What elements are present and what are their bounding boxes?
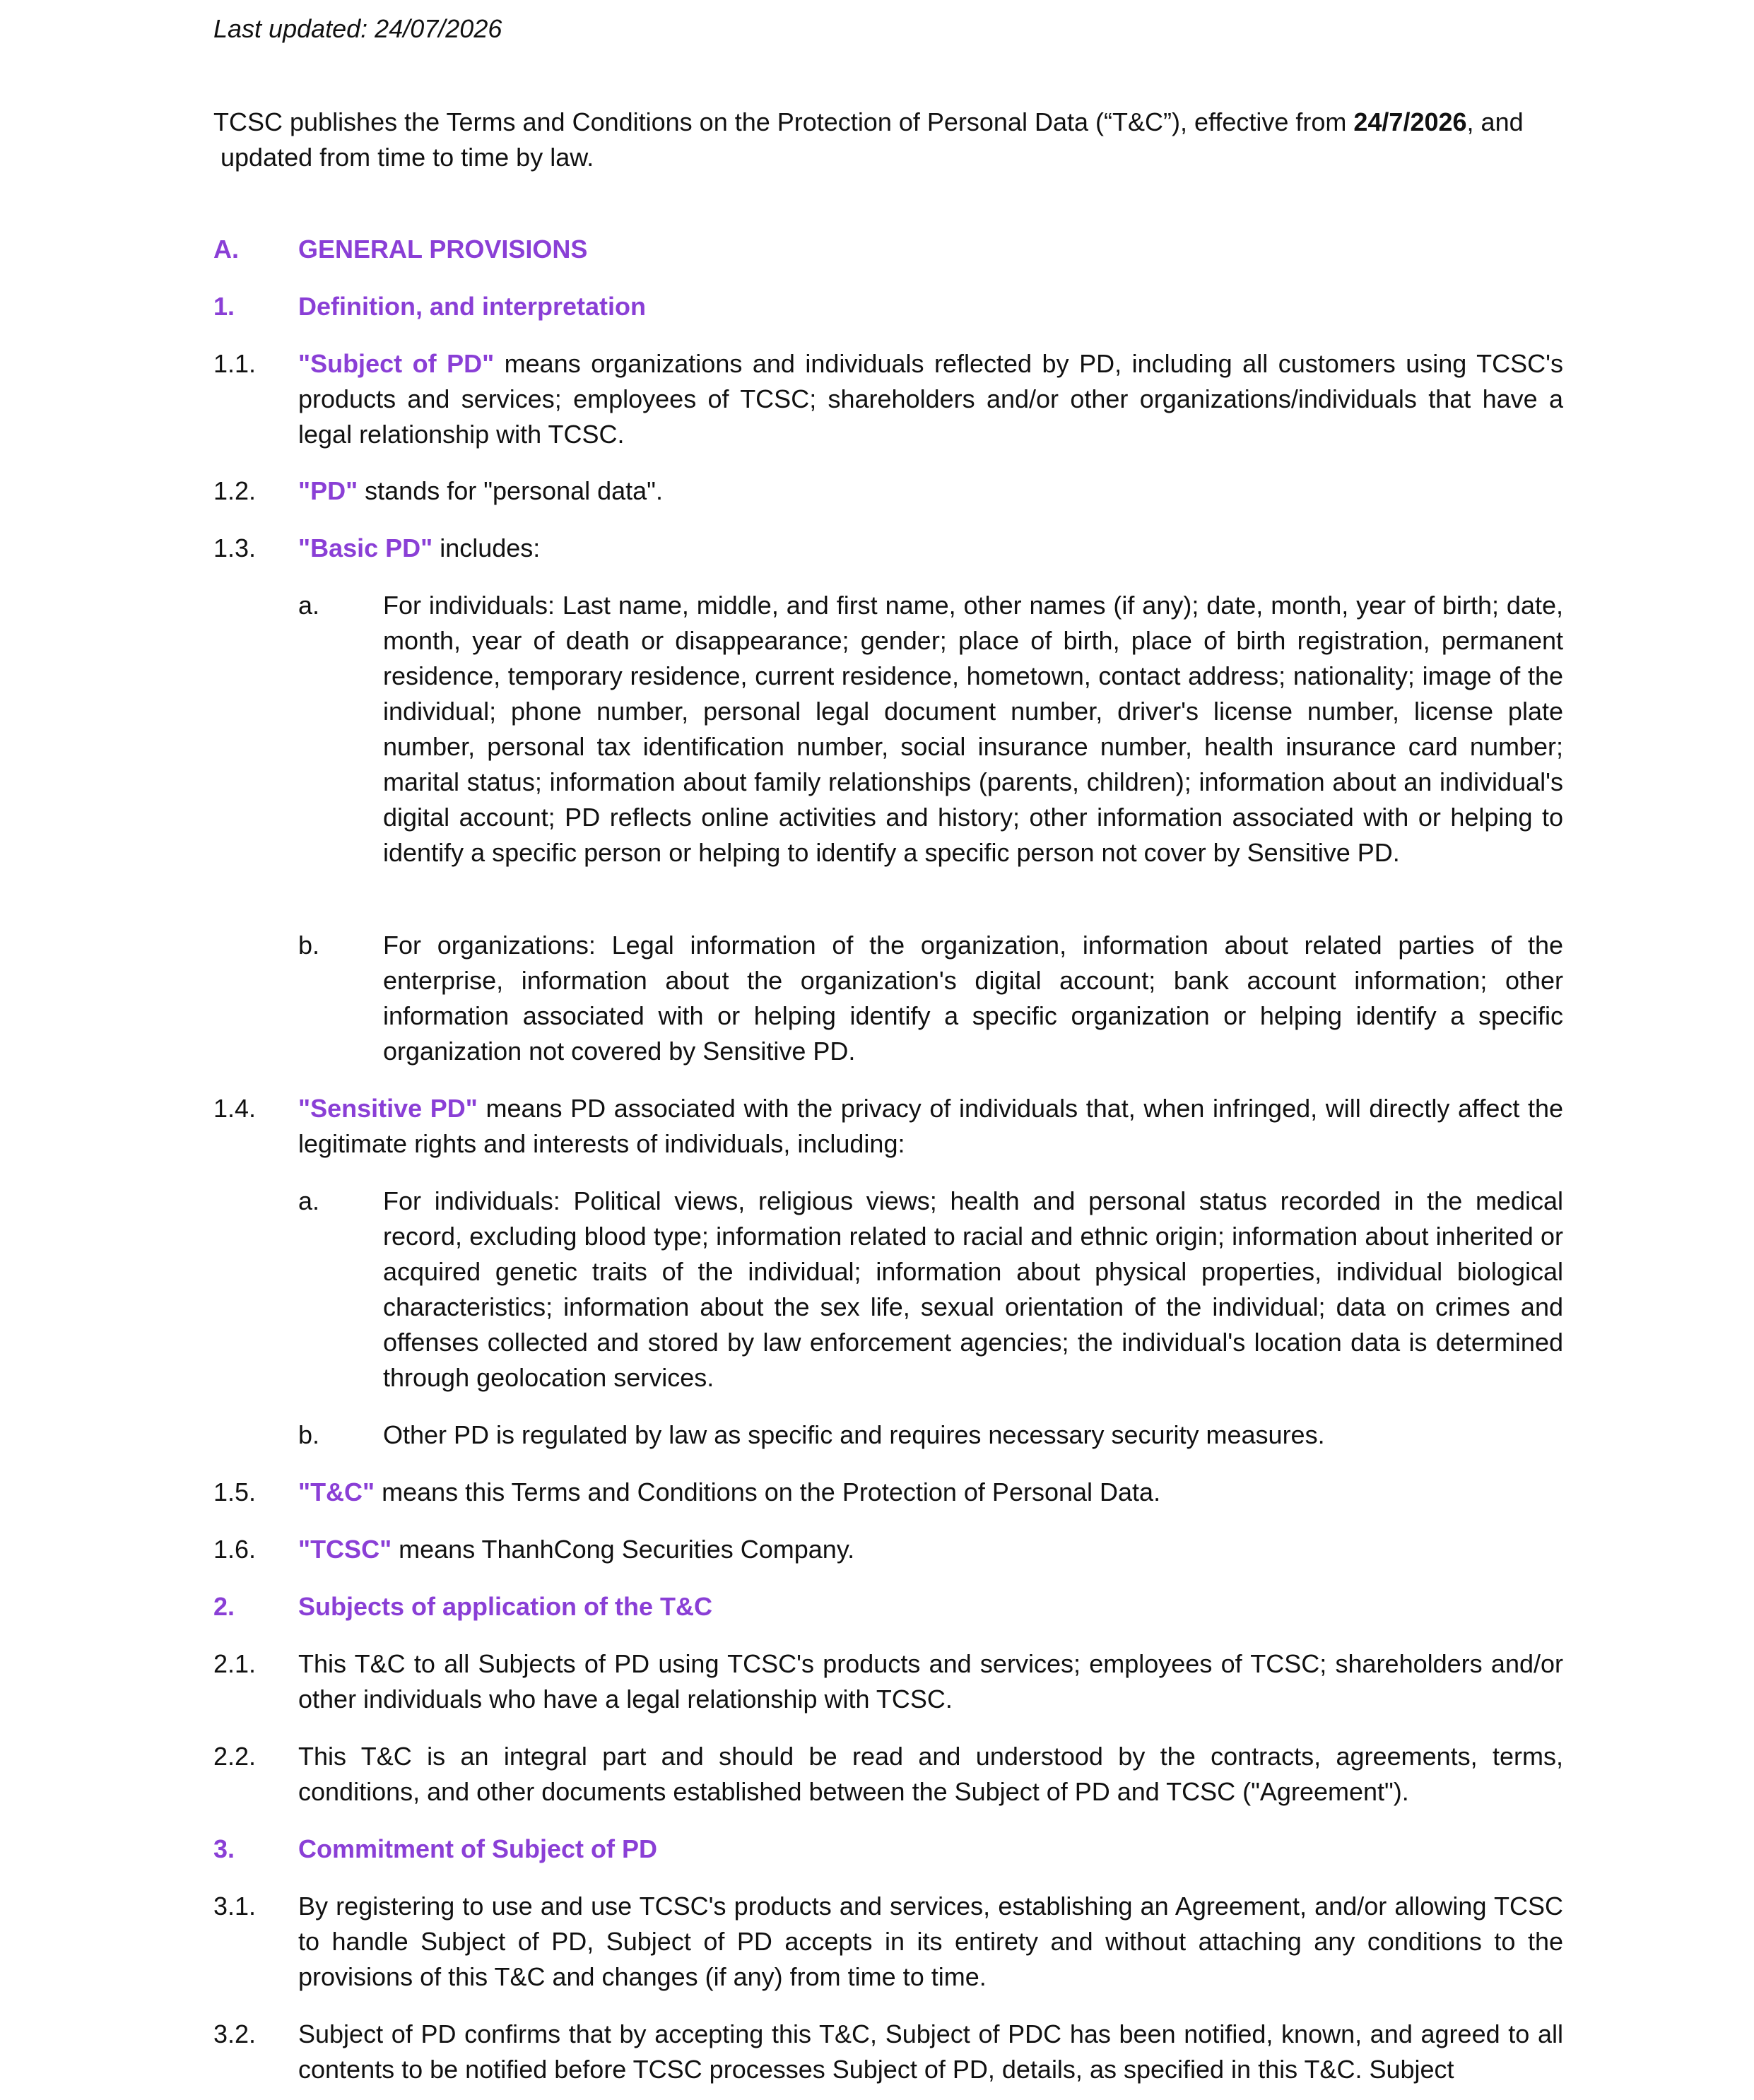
sub-item-text: For individuals: Last name, middle, and first name, other names (if any); date, month, year of birth; date, month, year of death or disappearance; gender; place of birth, place of birth registration, permanent residence, temporary residence, current residence, hometown, contact address; nationality; image of the individual; phone number, personal legal document number, driver's license number, license plate number, personal tax identification number, social insurance number, health insurance card number; marital status; information about family relationships (parents, children); information about an individual's digital account; PD reflects online activities and history; other information associated with or helping to identify a specific person or helping to identify a specific person not cover by Sensitive PD.	[383, 591, 1563, 867]
clause-number: 1.2.	[213, 476, 257, 505]
intro-text: TCSC publishes the Terms and Conditions on the Protection of Personal Data (“T&C”), effective from	[213, 107, 1354, 136]
section-title: Subjects of application of the T&C	[298, 1592, 713, 1621]
clause-text: Subject of PD confirms that by accepting this T&C, Subject of PDC has been notified, known, and agreed to all contents to be notified before TCSC processes Subject of PD, details, as specified in this T&C. Subject	[298, 2019, 1563, 2084]
defined-term: "T&C"	[298, 1477, 375, 1506]
clause-number: 1.5.	[213, 1477, 257, 1506]
clause-3-1	[213, 1889, 1563, 1995]
section-a-heading	[213, 232, 1563, 267]
section-title: Definition, and interpretation	[298, 292, 646, 321]
clause-1-2	[213, 473, 1563, 509]
intro-text-end: , and	[1466, 107, 1524, 136]
defined-term: "TCSC"	[298, 1535, 392, 1564]
clause-1-4-b	[298, 1417, 1563, 1453]
sub-item-text: For individuals: Political views, religious views; health and personal status recorded in the medical record, excluding blood type; information related to racial and ethnic origin; information about inherited or acquired genetic traits of the individual; information about physical properties, individual biological characteristics; information about the sex life, sexual orientation of the individual; data on crimes and offenses collected and stored by law enforcement agencies; the individual's location data is determined through geolocation services.	[383, 1186, 1563, 1392]
clause-number: 3.1.	[213, 1892, 257, 1921]
clause-3-2	[213, 2017, 1563, 2087]
sub-item-letter: a.	[298, 591, 320, 620]
section-number: 2.	[213, 1592, 235, 1621]
section-number: 1.	[213, 292, 235, 321]
clause-text: means PD associated with the privacy of individuals that, when infringed, will directly affect the legitimate rights and interests of individuals, including:	[298, 1094, 1563, 1158]
clause-text: This T&C is an integral part and should be read and understood by the contracts, agreements, terms, conditions, and other documents established between the Subject of PD and TCSC ("Agreement").	[298, 1742, 1563, 1806]
clause-text: By registering to use and use TCSC's products and services, establishing an Agreement, and/or allowing TCSC to handle Subject of PD, Subject of PD accepts in its entirety and without attaching any conditions to the provisions of this T&C and changes (if any) from time to time.	[298, 1892, 1563, 1991]
clause-1-3-b	[298, 928, 1563, 1069]
clause-number: 1.3.	[213, 533, 257, 562]
sub-item-letter: a.	[298, 1186, 320, 1215]
clause-body	[298, 531, 1563, 566]
clause-body	[298, 1532, 1563, 1567]
clause-text: means ThanhCong Securities Company.	[392, 1535, 855, 1564]
clause-body	[298, 346, 1563, 452]
section-1-heading	[213, 289, 1563, 324]
clause-number: 1.1.	[213, 349, 257, 378]
section-title: GENERAL PROVISIONS	[298, 235, 588, 264]
sub-item-letter: b.	[298, 1420, 320, 1449]
clause-number: 2.1.	[213, 1649, 257, 1678]
defined-term: "PD"	[298, 476, 358, 505]
clause-text: This T&C to all Subjects of PD using TCSC's products and services; employees of TCSC; shareholders and/or other individuals who have a legal relationship with TCSC.	[298, 1649, 1563, 1713]
clause-1-5	[213, 1475, 1563, 1510]
sub-item-text: Other PD is regulated by law as specific and requires necessary security measures.	[383, 1420, 1325, 1449]
section-number: 3.	[213, 1834, 235, 1863]
sub-item-letter: b.	[298, 931, 320, 960]
clause-1-3	[213, 531, 1563, 566]
clause-2-2	[213, 1739, 1563, 1810]
intro-paragraph	[213, 105, 1591, 175]
defined-term: "Sensitive PD"	[298, 1094, 478, 1123]
clause-body	[298, 1475, 1563, 1510]
clause-text: means this Terms and Conditions on the Protection of Personal Data.	[375, 1477, 1161, 1506]
clause-1-4-a	[298, 1184, 1563, 1396]
clause-text: means organizations and individuals reflected by PD, including all customers using TCSC's products and services; employees of TCSC; shareholders and/or other organizations/individuals that have a legal relationship with TCSC.	[298, 349, 1564, 449]
defined-term: "Basic PD"	[298, 533, 433, 562]
clause-1-3-a	[298, 588, 1563, 871]
clause-1-6	[213, 1532, 1563, 1567]
defined-term: "Subject of PD"	[298, 349, 495, 378]
clause-text: stands for "personal data".	[358, 476, 663, 505]
clause-1-1	[213, 346, 1563, 452]
clause-1-4	[213, 1091, 1563, 1162]
clause-number: 3.2.	[213, 2019, 257, 2048]
clause-body	[298, 473, 1563, 509]
clause-number: 2.2.	[213, 1742, 257, 1771]
clause-number: 1.6.	[213, 1535, 257, 1564]
clause-2-1	[213, 1646, 1563, 1717]
section-2-heading	[213, 1589, 1563, 1624]
clause-number: 1.4.	[213, 1094, 257, 1123]
last-updated: Last updated: 24/07/2026	[213, 14, 502, 43]
clause-body	[298, 1091, 1563, 1162]
sub-item-text: For organizations: Legal information of the organization, information about related parties of the enterprise, information about the organization's digital account; bank account information; other information associated with or helping identify a specific organization or helping identify a specific organization not covered by Sensitive PD.	[383, 931, 1563, 1066]
effective-date: 24/7/2026	[1353, 107, 1467, 136]
intro-line-2: updated from time to time by law.	[220, 143, 594, 172]
section-number: A.	[213, 235, 239, 264]
section-title: Commitment of Subject of PD	[298, 1834, 658, 1863]
section-3-heading	[213, 1831, 1563, 1867]
clause-text: includes:	[432, 533, 541, 562]
